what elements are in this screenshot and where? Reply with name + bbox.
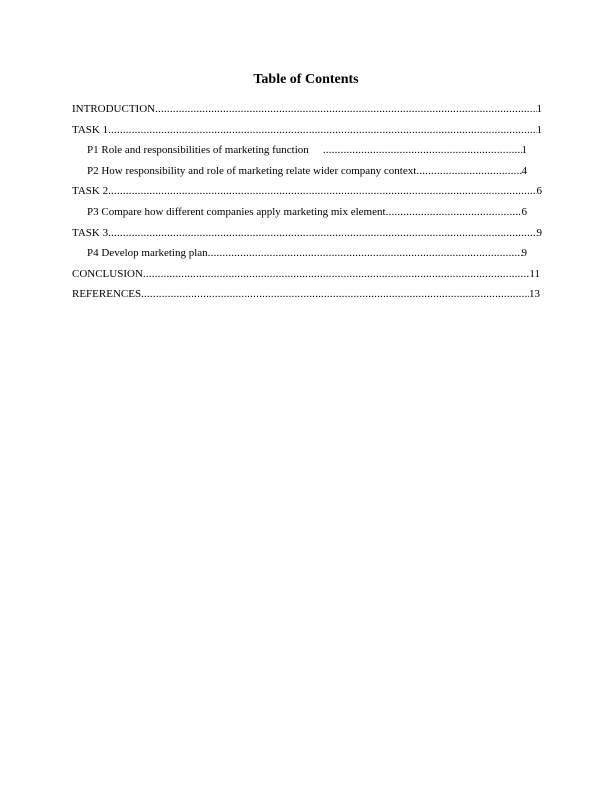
toc-list (72, 101, 542, 307)
toc-entry-p2[interactable] (87, 163, 527, 184)
toc-leader-dots (155, 101, 536, 118)
toc-page-number: 6 (521, 205, 527, 218)
toc-entry-label[interactable]: P3 Compare how different companies apply marketing mix element (87, 205, 386, 218)
toc-leader-dots (143, 266, 530, 283)
toc-page-number: 4 (521, 164, 527, 177)
toc-leader-dots (208, 245, 522, 262)
toc-page-number: 13 (529, 288, 540, 301)
toc-leader-dots (108, 183, 536, 200)
toc-leader-dots (386, 204, 522, 221)
toc-leader-dots (416, 163, 521, 180)
toc-page-number: 9 (536, 226, 542, 239)
toc-entry-label[interactable]: TASK 1 (72, 123, 109, 136)
toc-page-number: 9 (521, 247, 527, 260)
toc-entry-label[interactable]: P1 Role and responsibilities of marketing function (87, 144, 309, 157)
toc-leader-dots (141, 286, 529, 303)
toc-entry-label[interactable]: INTRODUCTION (72, 103, 156, 115)
toc-page-number: 1 (521, 144, 527, 157)
toc-leader-dots (108, 122, 536, 139)
toc-entry-conclusion[interactable] (72, 266, 540, 287)
toc-page-number: 1 (536, 103, 542, 115)
toc-entry-label[interactable]: TASK 2 (72, 185, 109, 198)
toc-entry-p4[interactable] (87, 245, 527, 266)
toc-entry-label[interactable]: P2 How responsibility and role of marketing relate wider company context (87, 164, 417, 177)
toc-entry-p1[interactable] (87, 142, 527, 163)
toc-entry-label[interactable]: TASK 3 (72, 226, 109, 239)
toc-page-number: 6 (536, 185, 542, 198)
toc-leader-dots (323, 142, 522, 159)
toc-entry-p3[interactable] (87, 204, 527, 225)
toc-entry-label[interactable]: CONCLUSION (72, 267, 143, 280)
toc-entry-task-2[interactable] (72, 183, 542, 204)
toc-entry-label[interactable]: REFERENCES (72, 288, 142, 301)
toc-entry-task-3[interactable] (72, 225, 542, 246)
toc-entry-label[interactable]: P4 Develop marketing plan (87, 247, 208, 260)
toc-leader-dots (108, 225, 536, 242)
toc-entry-references[interactable] (72, 286, 540, 307)
toc-entry-introduction[interactable] (72, 101, 542, 122)
toc-entry-task-1[interactable] (72, 122, 542, 143)
toc-title: Table of Contents (253, 72, 359, 87)
toc-page-number: 1 (536, 123, 542, 136)
toc-page-number: 11 (529, 267, 540, 280)
